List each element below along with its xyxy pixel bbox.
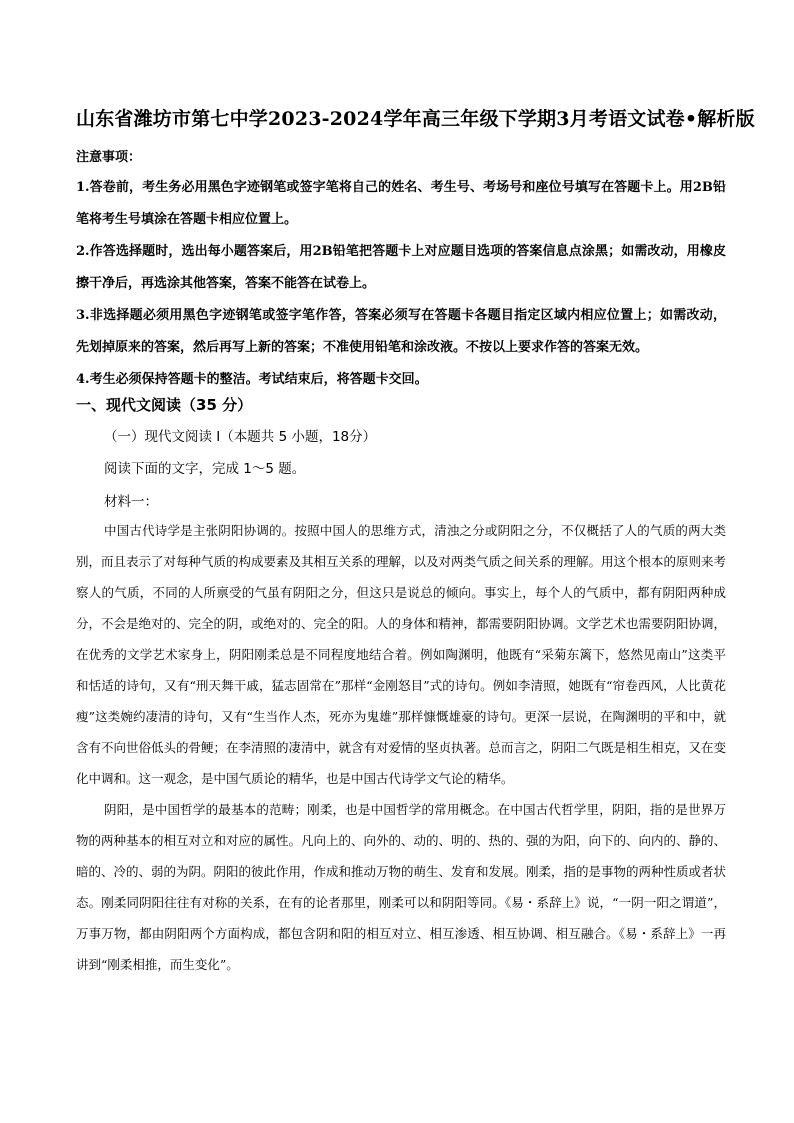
section-subheading: （一）现代文阅读 I（本题共 5 小题，18分） (104, 429, 377, 445)
section-heading: 一、现代文阅读（35 分） (76, 396, 253, 414)
material-text (76, 515, 726, 980)
material-paragraph: 阴阳，是中国哲学的最基本的范畴；刚柔，也是中国哲学的常用概念。在中国古代哲学里，阴阳，指的是世界万物的两种基本的相互对立和对应的属性。凡向上的、向外的、动的、明的、热的、强的为阳，向下的、向内的、静的、暗的、冷的、弱的为阴。阴阳的彼此作用，作成和推动万物的萌生、发育和发展。刚柔，指的是事物的两种性质或者状态。刚柔同阴阳往往有对称的关系，在有的论者那里，刚柔可以和阴阳等同。《易・系辞上》说，“一阴一阳之谓道”，万事万物，都由阴阳两个方面构成，都包含阴和阳的相互对立、相互渗透、相互协调、相互融合。《易・系辞上》一再讲到“刚柔相推，而生变化”。 (76, 802, 727, 972)
notice-item: 1.答卷前，考生务必用黑色字迹钢笔或签字笔将自己的姓名、考生号、考场号和座位号填写在答题卡上。用2B铅笔将考生号填涂在答题卡相应位置上。 (76, 180, 726, 227)
material-label: 材料一： (104, 494, 158, 510)
notice-list (76, 172, 726, 396)
reading-instruction: 阅读下面的文字，完成 1～5 题。 (104, 461, 306, 477)
notice-item: 4.考生必须保持答题卡的整洁。考试结束后，将答题卡交回。 (76, 372, 428, 387)
document-title: 山东省潍坊市第七中学2023-2024学年高三年级下学期3月考语文试卷•解析版 (76, 108, 755, 130)
notice-item: 2.作答选择题时，选出每小题答案后，用2B铅笔把答题卡上对应题目选项的答案信息点涂黑；如需改动，用橡皮擦干净后，再选涂其他答案，答案不能答在试卷上。 (76, 244, 726, 291)
material-paragraph: 中国古代诗学是主张阴阳协调的。按照中国人的思维方式，清浊之分或阴阳之分，不仅概括了人的气质的两大类别，而且表示了对每种气质的构成要素及其相互关系的理解，以及对两类气质之间关系的理解。用这个根本的原则来考察人的气质，不同的人所禀受的气虽有阴阳之分，但这只是说总的倾向。事实上，每个人的气质中，都有阴阳两种成分，不会是绝对的、完全的阴，或绝对的、完全的阳。人的身体和精神，都需要阴阳协调。文学艺术也需要阴阳协调，在优秀的文学艺术家身上，阴阳刚柔总是不同程度地结合着。例如陶渊明，他既有“采菊东篱下，悠然见南山”这类平和恬适的诗句，又有“刑天舞干戚，猛志固常在”那样“金刚怒目”式的诗句。例如李清照，她既有“帘卷西风，人比黄花瘦”这类婉约凄清的诗句，又有“生当作人杰，死亦为鬼雄”那样慷慨雄豪的诗句。更深一层说，在陶渊明的平和中，就含有不向世俗低头的骨鲠；在李清照的凄清中，就含有对爱情的坚贞执著。总而言之，阴阳二气既是相生相克，又在变化中调和。这一观念，是中国气质论的精华，也是中国古代诗学文气论的精华。 (76, 523, 727, 786)
notice-heading: 注意事项： (76, 150, 142, 165)
notice-item: 3.非选择题必须用黑色字迹钢笔或签字笔作答，答案必须写在答题卡各题目指定区域内相应位置上；如需改动，先划掉原来的答案，然后再写上新的答案；不准使用铅笔和涂改液。不按以上要求作答的答案无效。 (76, 308, 726, 355)
